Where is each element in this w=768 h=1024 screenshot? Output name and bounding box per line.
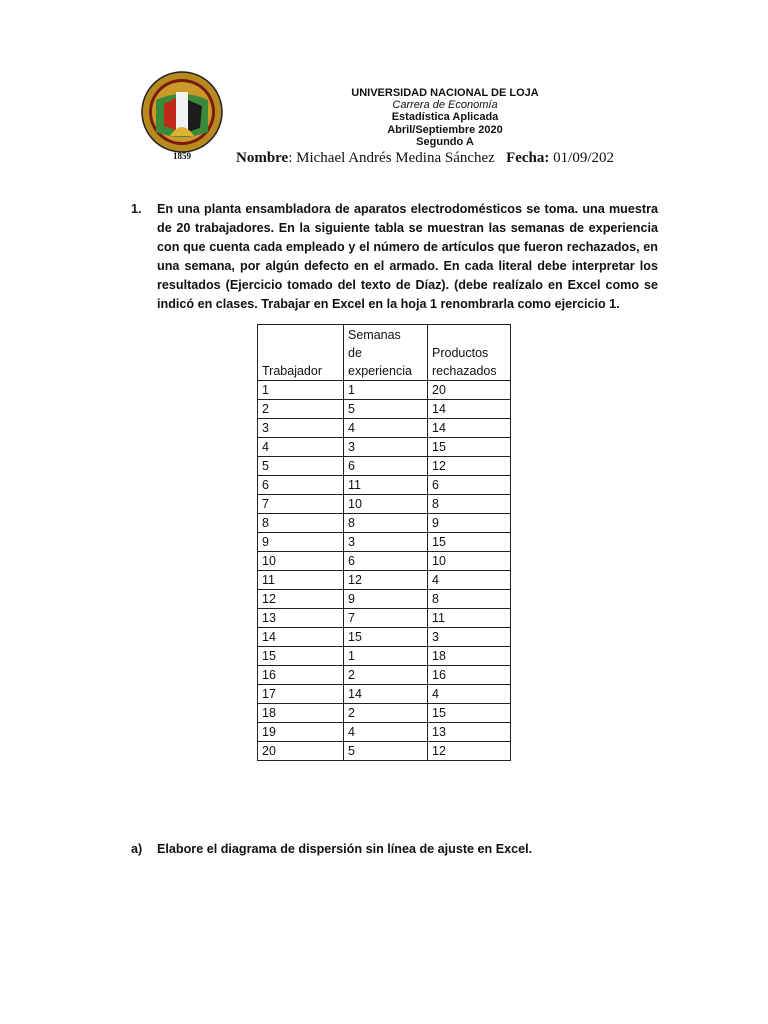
date-value: 01/09/202 bbox=[553, 150, 614, 166]
table-row: 11 12 4 bbox=[258, 571, 511, 590]
career-name: Carrera de Economía bbox=[392, 99, 498, 111]
subquestion-label: a) bbox=[131, 842, 143, 856]
subquestion-text: Elabore el diagrama de dispersión sin línea de ajuste en Excel. bbox=[157, 842, 533, 856]
table-row: 13 7 11 bbox=[258, 609, 511, 628]
question-text: En una planta ensambladora de aparatos electrodomésticos se toma. una muestra de 20 trabajadores. En la siguiente tabla se muestran las semanas de experiencia con que cuenta cada empleado y el número de artículos que fueron rechazados, en una semana, por algún defecto en el armado. En cada literal debe interpretar los resultados (Ejercicio tomado del texto de Díaz). (debe realízalo en Excel como se indicó en clases. Trabajar en Excel en la hoja 1 renombrarla como ejercicio 1. bbox=[157, 202, 658, 311]
question-number: 1. bbox=[131, 202, 142, 216]
table-row: 3 4 14 bbox=[258, 419, 511, 438]
table-row: 20 5 12 bbox=[258, 742, 511, 761]
table-row: 4 3 15 bbox=[258, 438, 511, 457]
header-rejected: Productos rechazados bbox=[428, 325, 511, 381]
table-row: 5 6 12 bbox=[258, 457, 511, 476]
table-row: 16 2 16 bbox=[258, 666, 511, 685]
subject-name: Estadística Aplicada bbox=[391, 111, 499, 123]
section-name: Segundo A bbox=[416, 136, 474, 148]
table-row: 1 1 20 bbox=[258, 381, 511, 400]
name-label: Nombre bbox=[236, 150, 289, 166]
table-row: 2 5 14 bbox=[258, 400, 511, 419]
student-name: Michael Andrés Medina Sánchez bbox=[296, 150, 495, 166]
data-table bbox=[257, 324, 511, 761]
table-row: 14 15 3 bbox=[258, 628, 511, 647]
university-name: UNIVERSIDAD NACIONAL DE LOJA bbox=[351, 87, 539, 99]
table-row: 6 11 6 bbox=[258, 476, 511, 495]
table-row: 18 2 15 bbox=[258, 704, 511, 723]
academic-period: Abril/Septiembre 2020 bbox=[387, 124, 503, 136]
table-header-row bbox=[258, 325, 511, 381]
header-worker: Trabajador bbox=[258, 325, 344, 381]
table-row: 19 4 13 bbox=[258, 723, 511, 742]
header-weeks: Semanas de experiencia bbox=[344, 325, 428, 381]
table-row: 10 6 10 bbox=[258, 552, 511, 571]
date-label: Fecha: bbox=[506, 150, 550, 166]
table-row: 9 3 15 bbox=[258, 533, 511, 552]
student-info-row: Nombre: Michael Andrés Medina Sánchez Fecha: 01/09/202 bbox=[236, 150, 614, 166]
table-row: 12 9 8 bbox=[258, 590, 511, 609]
svg-text:1859: 1859 bbox=[173, 151, 191, 161]
table-row: 7 10 8 bbox=[258, 495, 511, 514]
table-row: 8 8 9 bbox=[258, 514, 511, 533]
table-row: 15 1 18 bbox=[258, 647, 511, 666]
table-row: 17 14 4 bbox=[258, 685, 511, 704]
